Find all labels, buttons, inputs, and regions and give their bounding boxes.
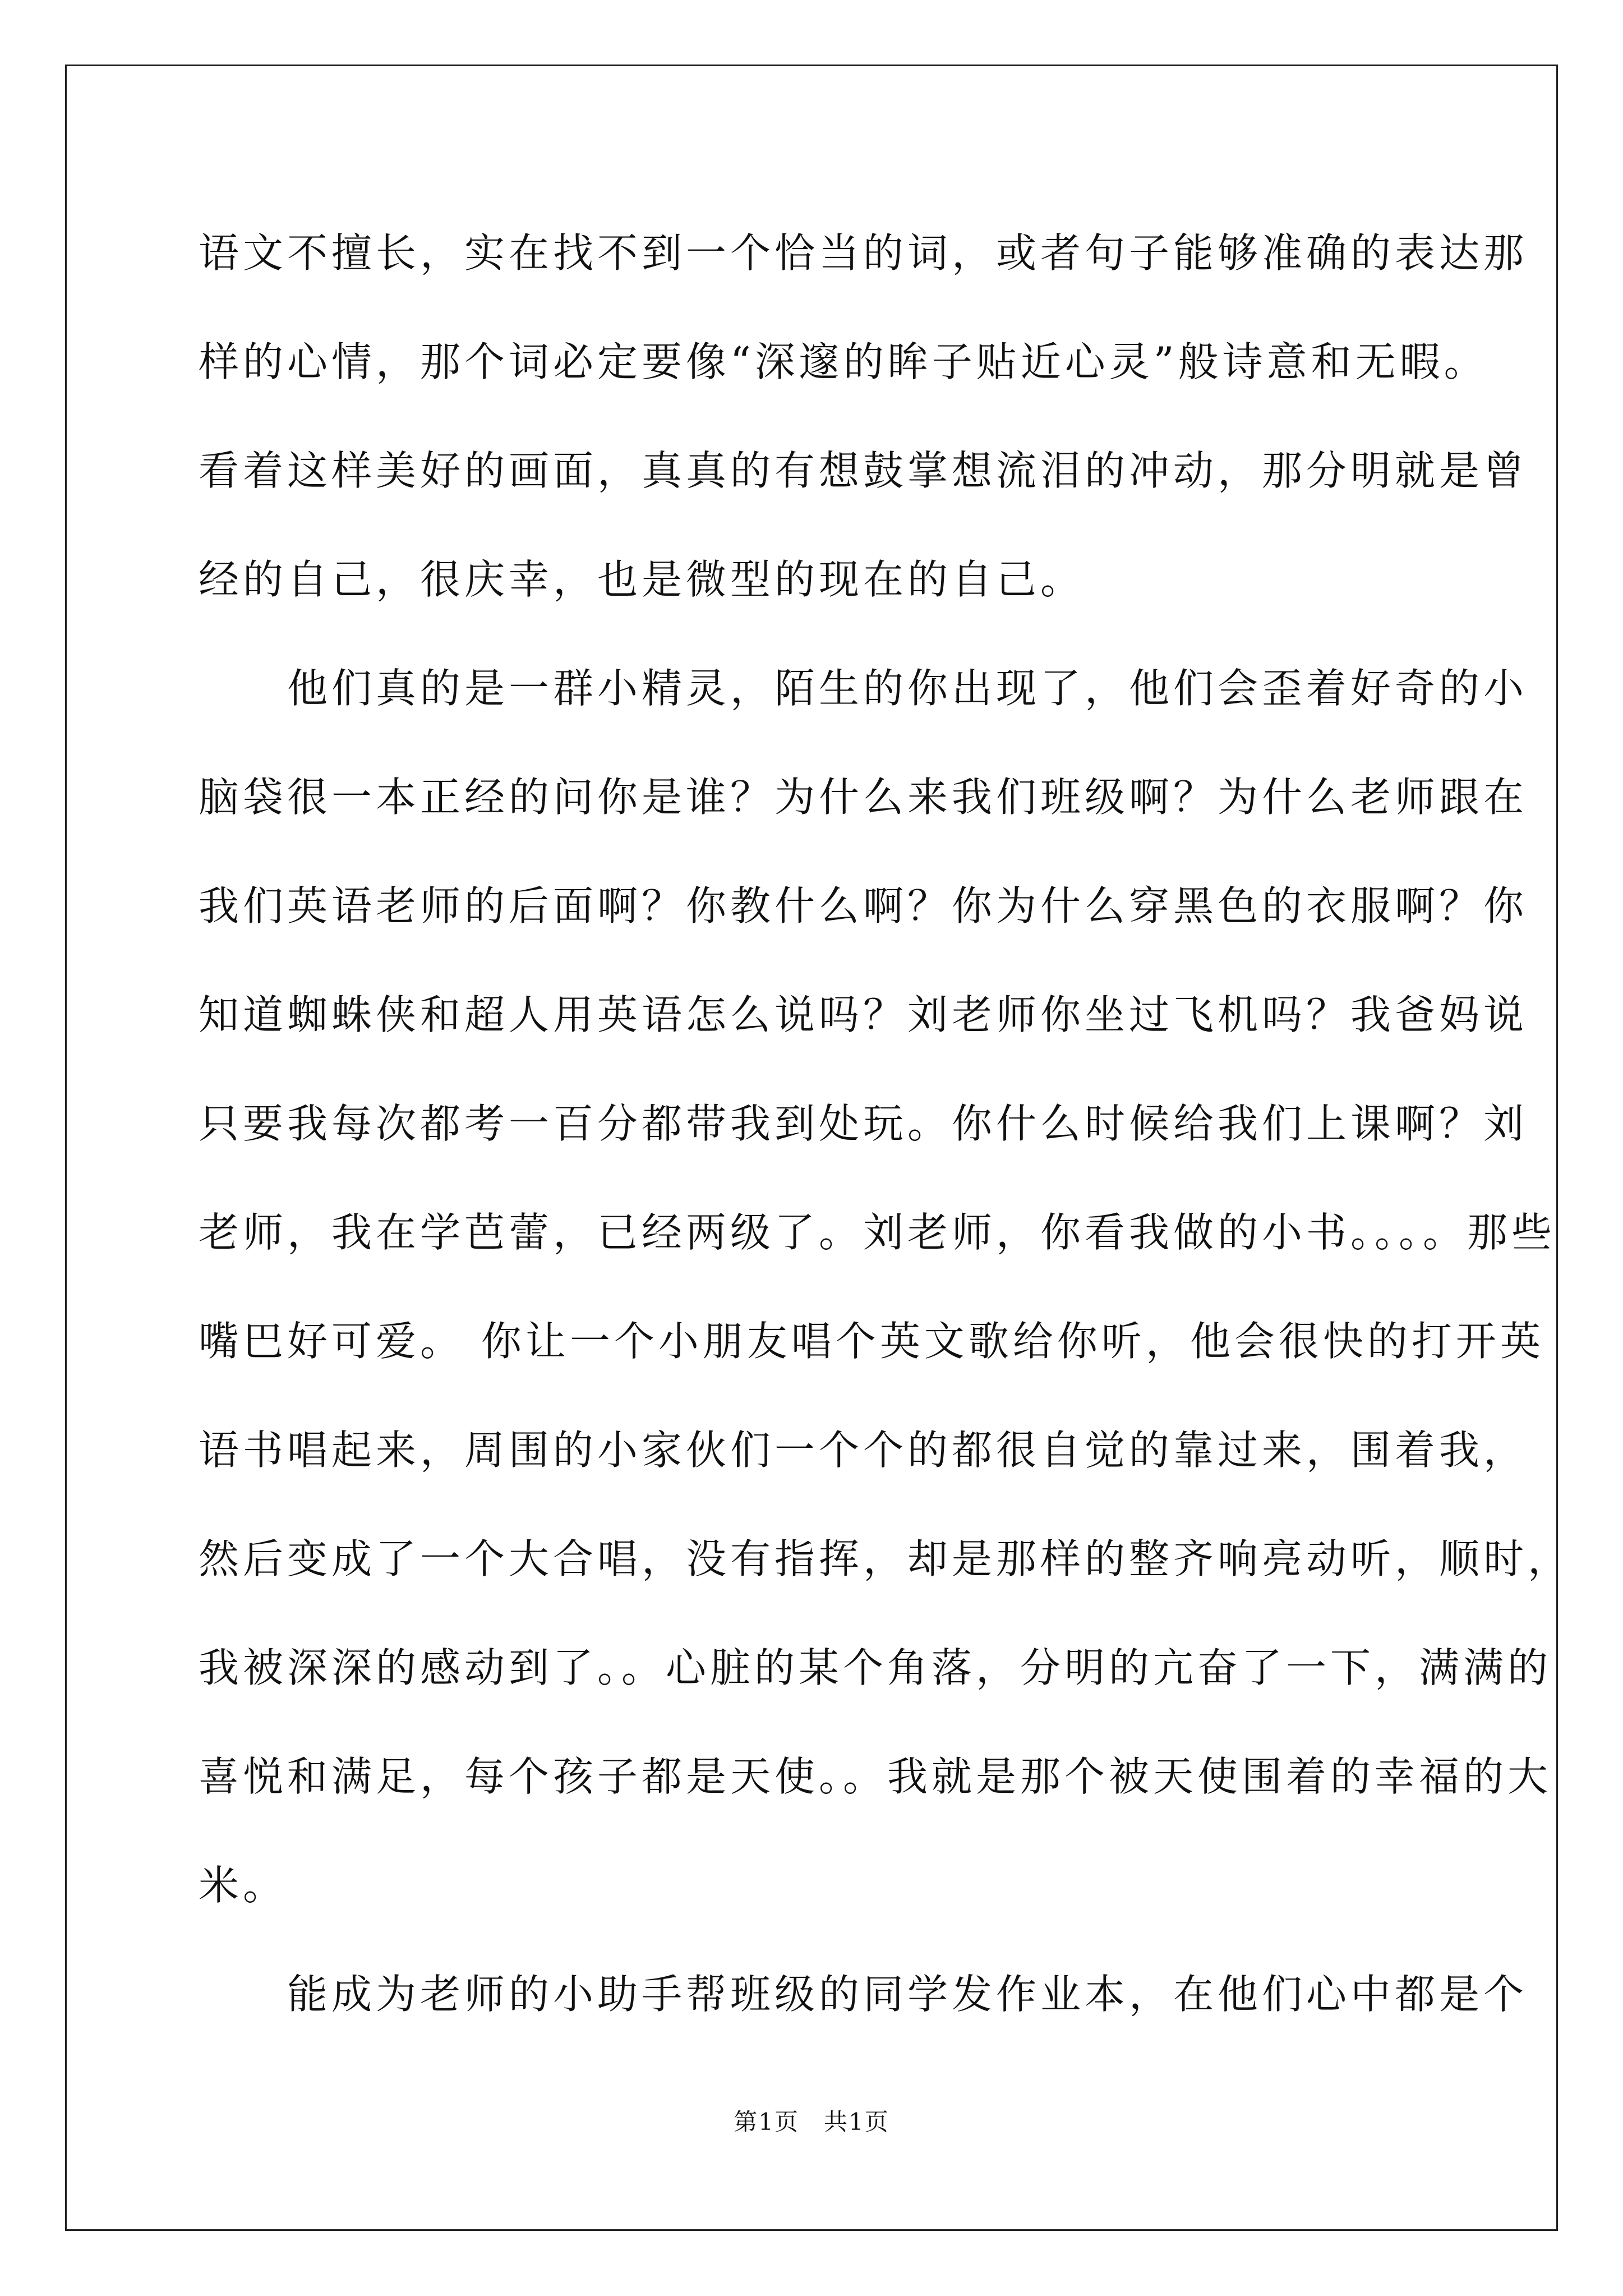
text-line: 知道蜘蛛侠和超人用英语怎么说吗？刘老师你坐过飞机吗？我爸妈说 [199, 991, 1528, 1038]
text-line: 语文不擅长，实在找不到一个恰当的词，或者句子能够准确的表达那 [199, 229, 1528, 277]
text-line: 然后变成了一个大合唱，没有指挥，却是那样的整齐响亮动听，顺时， [199, 1535, 1573, 1582]
text-line: 经的自己，很庆幸，也是微型的现在的自己。 [199, 556, 1085, 603]
text-line: 我们英语老师的后面啊？你教什么啊？你为什么穿黑色的衣服啊？你 [199, 882, 1528, 930]
text-line: 老师，我在学芭蕾，已经两级了。刘老师，你看我做的小书。。。。那些 [199, 1209, 1556, 1256]
text-line: 我被深深的感动到了。。心脏的某个角落，分明的亢奋了一下，满满的 [199, 1644, 1552, 1691]
text-line: 脑袋很一本正经的问你是谁？为什么来我们班级啊？为什么老师跟在 [199, 774, 1528, 821]
text-line: 他们真的是一群小精灵，陌生的你出现了，他们会歪着好奇的小 [199, 665, 1528, 712]
page-number-footer: 第1页 共1页 [734, 2108, 889, 2136]
body-text [199, 222, 1573, 2072]
text-line: 只要我每次都考一百分都带我到处玩。你什么时候给我们上课啊？刘 [199, 1100, 1528, 1147]
text-line: 能成为老师的小助手帮班级的同学发作业本，在他们心中都是个 [199, 1971, 1528, 2018]
text-line: 嘴巴好可爱。 你让一个小朋友唱个英文歌给你听，他会很快的打开英 [199, 1318, 1544, 1365]
text-line: 喜悦和满足，每个孩子都是天使。。我就是那个被天使围着的幸福的大 [199, 1753, 1552, 1800]
text-line: 米。 [199, 1862, 288, 1909]
text-line: 语书唱起来，周围的小家伙们一个个的都很自觉的靠过来，围着我， [199, 1427, 1528, 1474]
text-line: 样的心情，那个词必定要像“深邃的眸子贴近心灵”般诗意和无暇。 [199, 338, 1488, 385]
text-line: 看着这样美好的画面，真真的有想鼓掌想流泪的冲动，那分明就是曾 [199, 447, 1528, 494]
